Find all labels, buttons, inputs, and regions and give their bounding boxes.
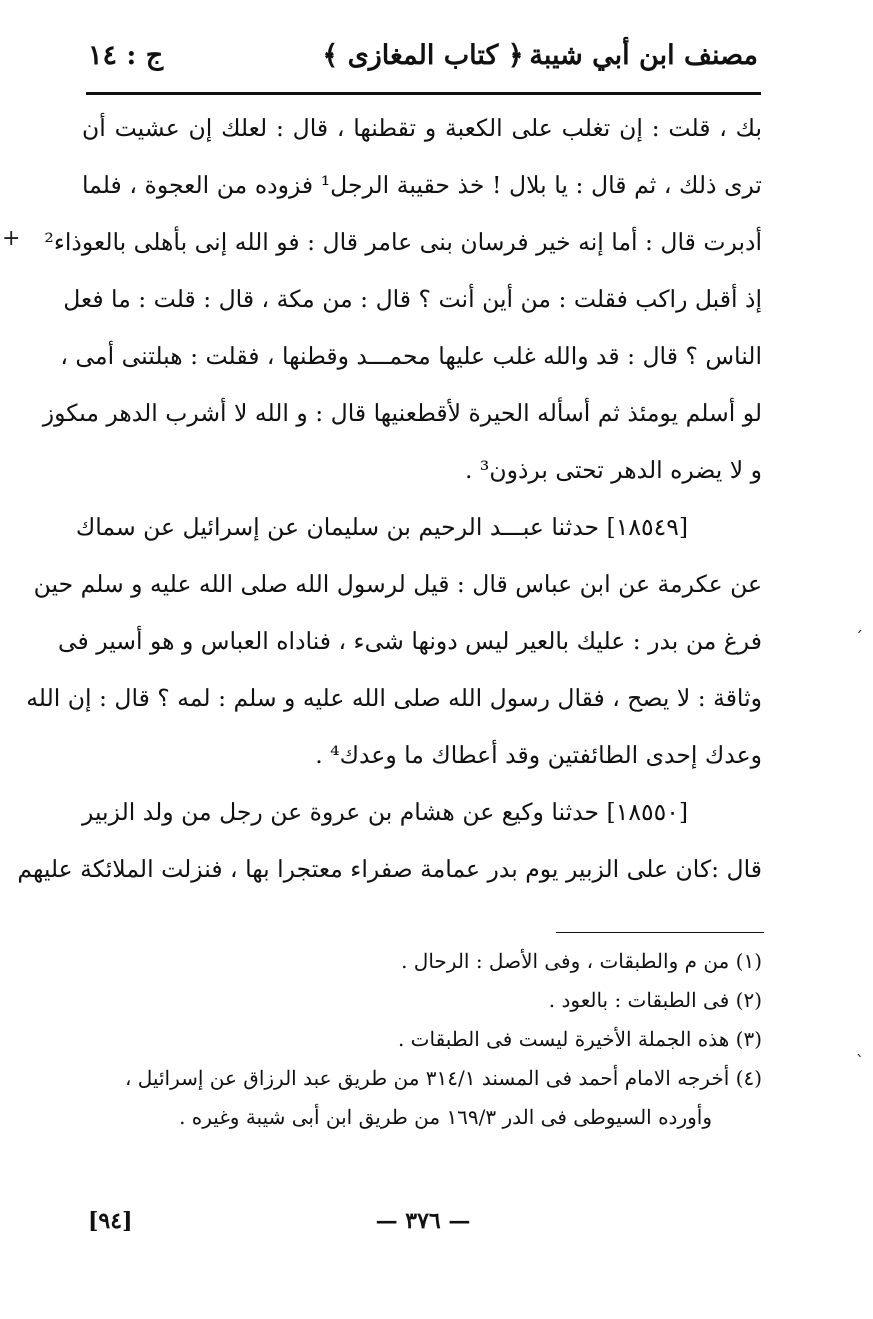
text-line: أدبرت قال : أما إنه خير فرسان بنى عامر قال : فو الله إنى بأهلى بالعوذاء² bbox=[44, 228, 762, 256]
text-line: ترى ذلك ، ثم قال : يا بلال ! خذ حقيبة الرجل¹ فزوده من العجوة ، فلما bbox=[82, 171, 762, 199]
footnote-4-continued: وأورده السيوطى فى الدر ١٦٩/٣ من طريق ابن أبى شيبة وغيره . bbox=[179, 1105, 712, 1129]
main-text bbox=[17, 100, 762, 898]
footnote-2: (٢) فى الطبقات : بالعود . bbox=[548, 988, 762, 1012]
page-footer bbox=[88, 1208, 758, 1248]
text-line: قال :كان على الزبير يوم بدر عمامة صفراء معتجرا بها ، فنزلت الملائكة عليهم bbox=[17, 855, 762, 883]
running-header bbox=[88, 36, 758, 86]
footnote-4: (٤) أخرجه الامام أحمد فى المسند ٣١٤/١ من طريق عبد الرزاق عن إسرائيل ، bbox=[124, 1066, 762, 1090]
text-line: فرغ من بدر : عليك بالعير ليس دونها شىء ، فناداه العباس و هو أسير فى bbox=[57, 627, 762, 655]
footnote-rule bbox=[556, 932, 764, 933]
hadith-18550-start: [١٨٥٥٠] حدثنا وكيع عن هشام بن عروة عن رجل من ولد الزبير bbox=[82, 798, 688, 826]
margin-tick-mark: ˋ bbox=[856, 1052, 864, 1071]
text-line: الناس ؟ قال : قد والله غلب عليها محمـــد وقطنها ، فقلت : هبلتنى أمى ، bbox=[60, 342, 762, 370]
page-number: — ٣٧٦ — bbox=[375, 1208, 471, 1234]
book-title: مصنف ابن أبي شيبة bbox=[529, 40, 758, 71]
volume-number: ج : ١٤ bbox=[88, 40, 164, 71]
section-title: ﴿ كتاب المغازى ﴾ bbox=[322, 40, 524, 71]
text-line: وثاقة : لا يصح ، فقال رسول الله صلى الله عليه و سلم : لمه ؟ قال : إن الله bbox=[26, 684, 762, 712]
footnotes bbox=[82, 942, 762, 1137]
header-rule bbox=[86, 92, 761, 95]
text-line: و لا يضره الدهر تحتى برذون³ . bbox=[464, 456, 762, 484]
text-line: إذ أقبل راكب فقلت : من أين أنت ؟ قال : من مكة ، قال : قلت : ما فعل bbox=[63, 285, 762, 313]
text-line: بك ، قلت : إن تغلب على الكعبة و تقطنها ، قال : لعلك إن عشيت أن bbox=[82, 114, 762, 142]
hadith-18549-start: [١٨٥٤٩] حدثنا عبـــد الرحيم بن سليمان عن إسرائيل عن سماك bbox=[75, 513, 688, 541]
margin-cross-mark: + bbox=[2, 226, 21, 251]
footnote-3: (٣) هذه الجملة الأخيرة ليست فى الطبقات . bbox=[397, 1027, 762, 1051]
footnote-1: (١) من م والطبقات ، وفى الأصل : الرحال . bbox=[401, 949, 762, 973]
margin-tick-mark: ˊ bbox=[855, 628, 863, 647]
text-line: وعدك إحدى الطائفتين وقد أعطاك ما وعدك⁴ . bbox=[315, 741, 762, 769]
signature-mark: [٩٤] bbox=[88, 1208, 133, 1234]
text-line: لو أسلم يومئذ ثم أسأله الحيرة لأقطعنيها قال : و الله لا أشرب الدهر مىكوز bbox=[42, 399, 762, 427]
text-line: عن عكرمة عن ابن عباس قال : قيل لرسول الله صلى الله عليه و سلم حين bbox=[33, 570, 762, 598]
